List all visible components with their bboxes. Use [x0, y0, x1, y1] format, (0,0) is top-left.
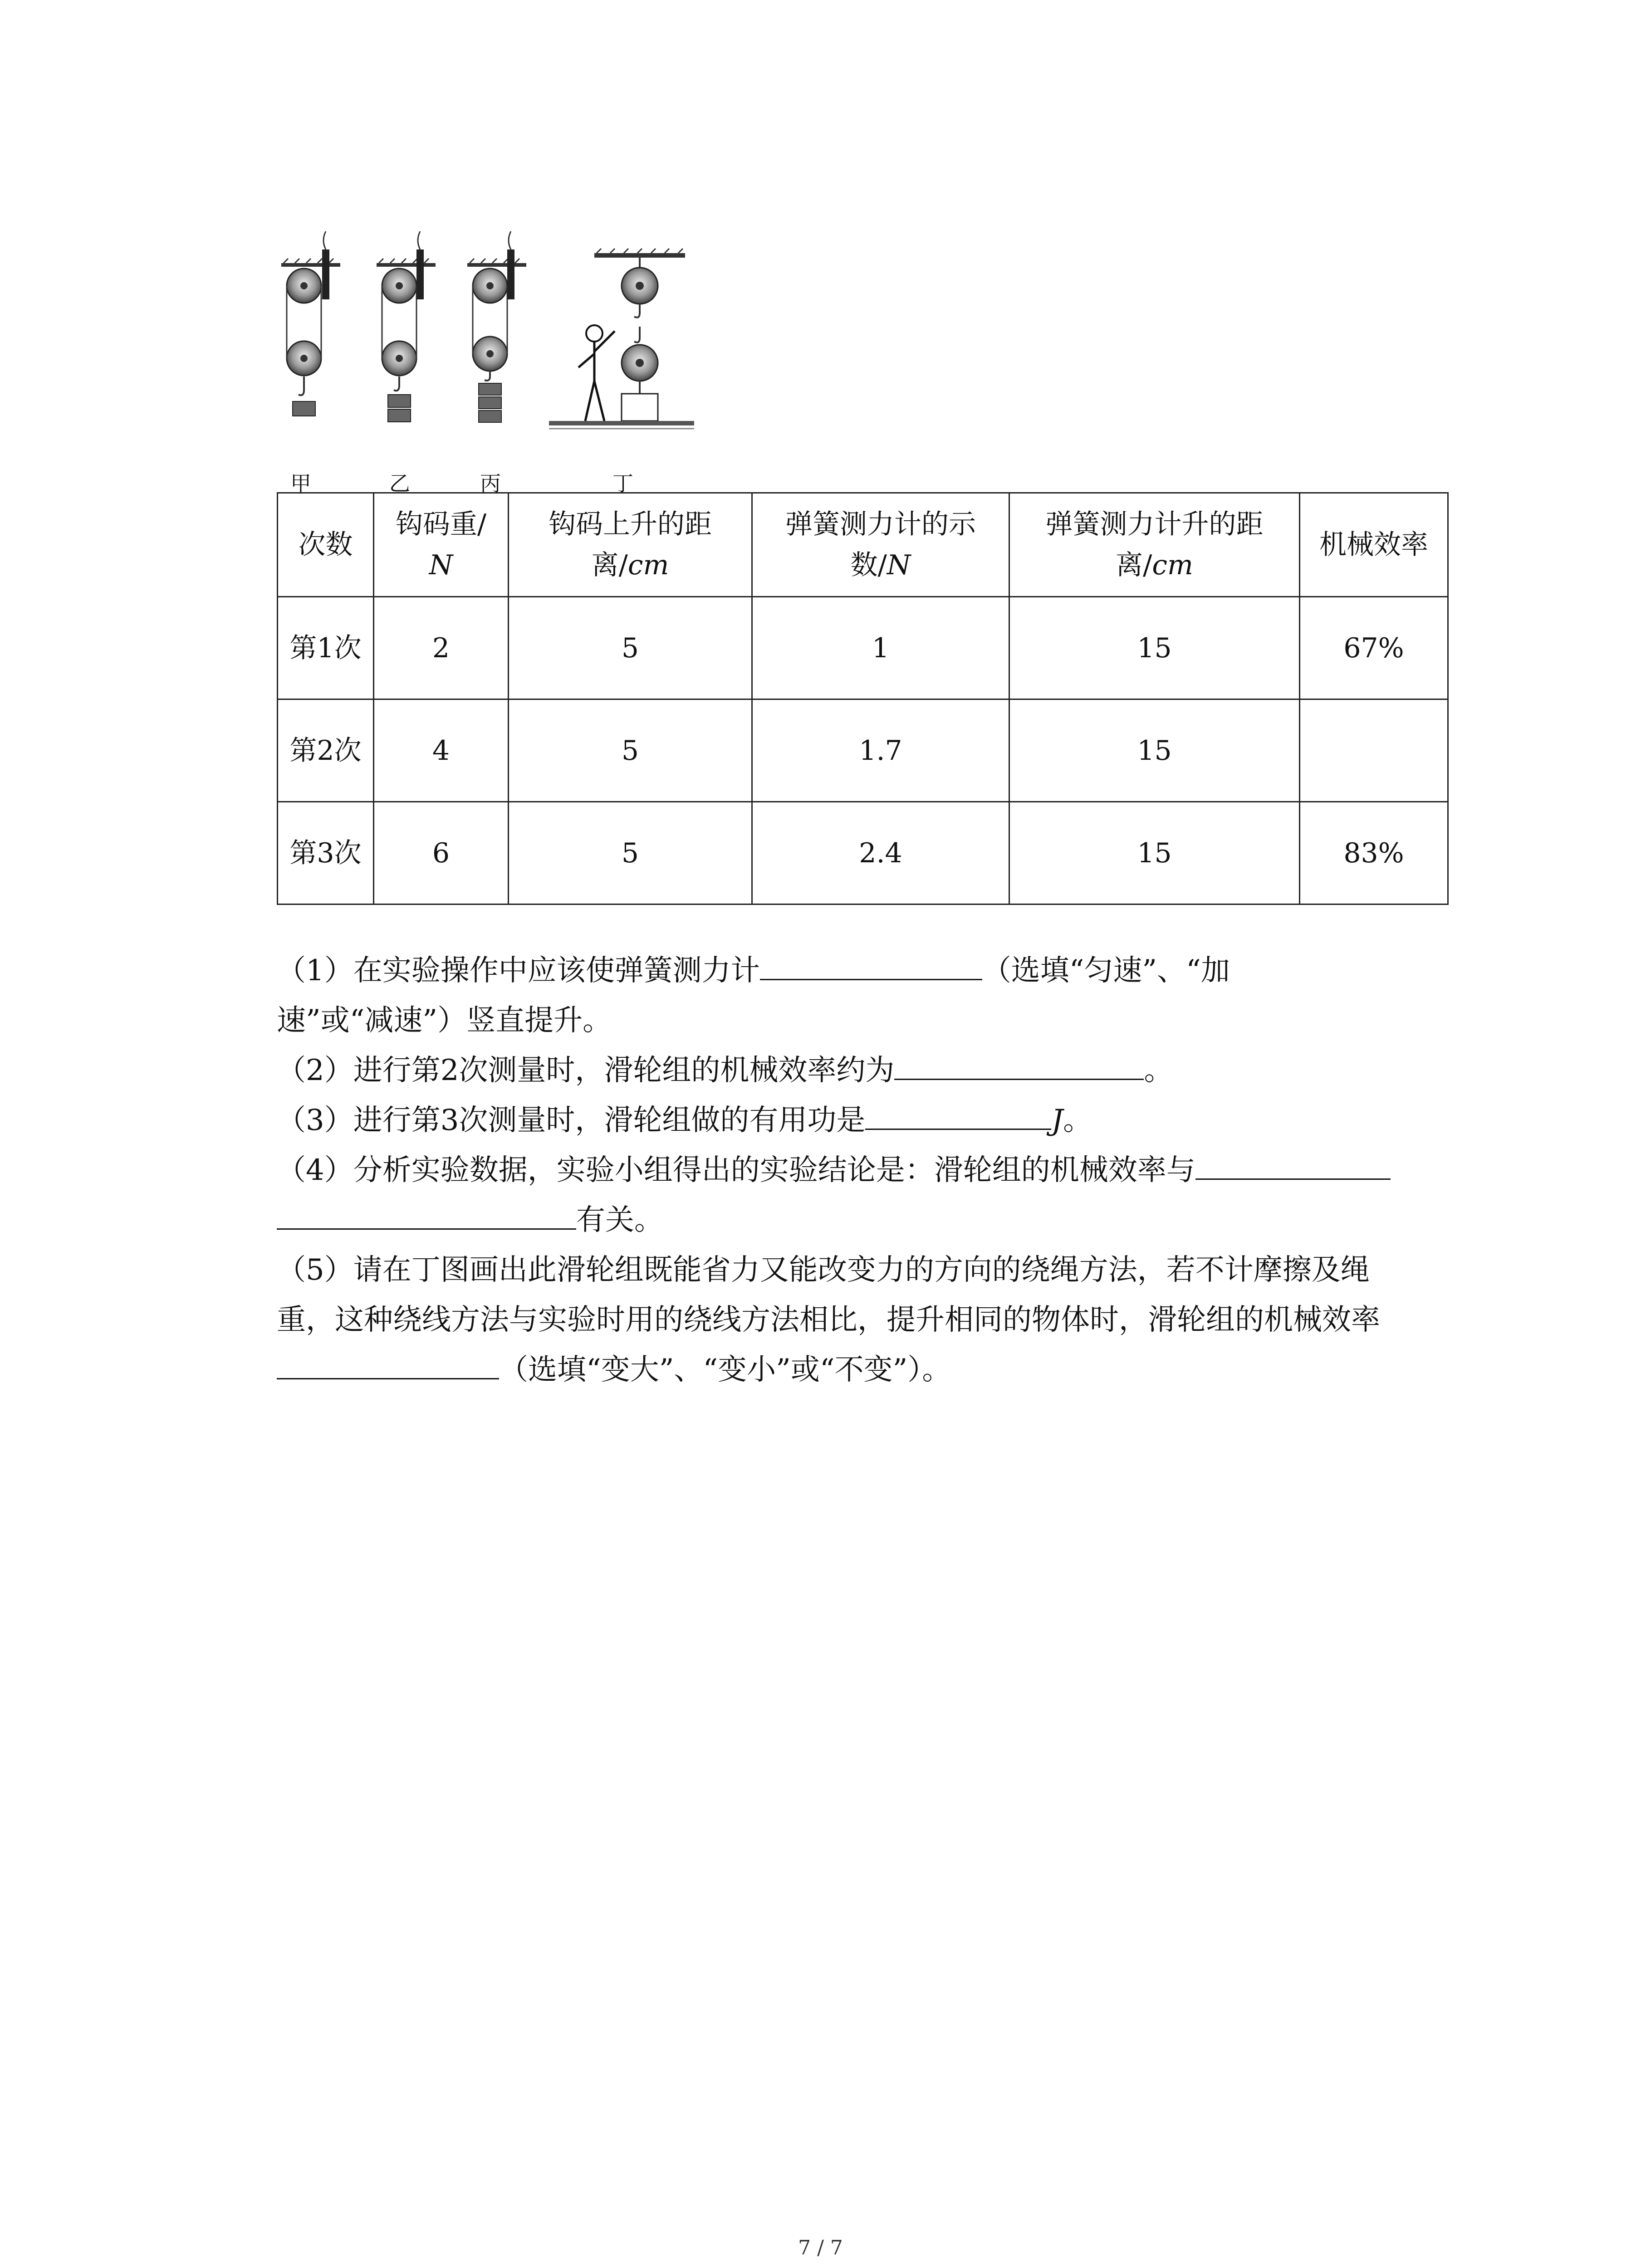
figure-label-bing: 丙 — [480, 471, 501, 496]
question-list — [277, 946, 1456, 1395]
question-1: （1）在实验操作中应该使弹簧测力计 （选填“匀速”、“加 — [277, 946, 1456, 996]
figure-label-jia: 甲 — [290, 471, 311, 496]
question-4: （4）分析实验数据，实验小组得出的实验结论是：滑轮组的机械效率与 — [277, 1145, 1456, 1195]
question-5-cont: 重，这种绕线方法与实验时用的绕线方法相比，提升相同的物体时，滑轮组的机械效率 — [277, 1303, 1380, 1337]
cell-efficiency: 83% — [1300, 802, 1448, 904]
setup-ding — [549, 249, 694, 429]
pulley-diagram — [277, 227, 712, 463]
table-header-row — [278, 493, 1448, 597]
question-2: （2）进行第2次测量时，滑轮组的机械效率约为 。 — [277, 1046, 1456, 1095]
question-3: （3）进行第3次测量时，滑轮组做的有用功是 J。 — [277, 1095, 1456, 1145]
cell-trial: 第1次 — [278, 597, 374, 699]
cell-reading: 1 — [752, 597, 1009, 699]
answer-blank-4b[interactable] — [277, 1197, 576, 1230]
table-row — [278, 699, 1448, 802]
cell-efficiency: 67% — [1300, 597, 1448, 699]
setup-bing — [467, 231, 526, 422]
header-reading: 弹簧测力计的示数/N — [752, 493, 1009, 597]
setup-yi — [377, 231, 436, 422]
answer-blank-4a[interactable] — [1195, 1147, 1391, 1180]
cell-pull: 15 — [1009, 699, 1300, 802]
question-1-cont: 速”或“减速”）竖直提升。 — [277, 1004, 612, 1037]
answer-blank-3[interactable] — [865, 1097, 1051, 1130]
header-weight: 钩码重/ N — [374, 493, 509, 597]
figure-label-ding: 丁 — [612, 471, 633, 496]
page-number: 7 / 7 — [798, 2236, 843, 2259]
cell-trial: 第2次 — [278, 699, 374, 802]
answer-blank-1[interactable] — [760, 947, 982, 980]
cell-weight: 2 — [374, 597, 509, 699]
header-trial: 次数 — [278, 493, 374, 597]
cell-rise: 5 — [509, 597, 752, 699]
question-5: （5）请在丁图画出此滑轮组既能省力又能改变力的方向的绕绳方法，若不计摩擦及绳 — [277, 1253, 1370, 1287]
cell-pull: 15 — [1009, 802, 1300, 904]
cell-reading: 1.7 — [752, 699, 1009, 802]
cell-rise: 5 — [509, 699, 752, 802]
cell-reading: 2.4 — [752, 802, 1009, 904]
header-pull: 弹簧测力计升的距离/cm — [1009, 493, 1300, 597]
header-efficiency: 机械效率 — [1300, 493, 1448, 597]
answer-blank-2[interactable] — [894, 1047, 1144, 1080]
question-5-end: （选填“变大”、“变小”或“不变”）。 — [277, 1345, 1456, 1395]
table-row — [278, 597, 1448, 699]
table-row — [278, 802, 1448, 904]
cell-trial: 第3次 — [278, 802, 374, 904]
figure-label-yi: 乙 — [389, 471, 410, 496]
cell-rise: 5 — [509, 802, 752, 904]
experiment-table — [277, 492, 1449, 905]
cell-efficiency — [1300, 699, 1448, 802]
answer-blank-5[interactable] — [277, 1346, 499, 1379]
cell-weight: 4 — [374, 699, 509, 802]
cell-pull: 15 — [1009, 597, 1300, 699]
setup-jia — [281, 231, 340, 416]
cell-weight: 6 — [374, 802, 509, 904]
pulley-figure — [277, 227, 712, 496]
question-4-cont: 有关。 — [277, 1195, 1456, 1245]
header-rise: 钩码上升的距离/cm — [509, 493, 752, 597]
